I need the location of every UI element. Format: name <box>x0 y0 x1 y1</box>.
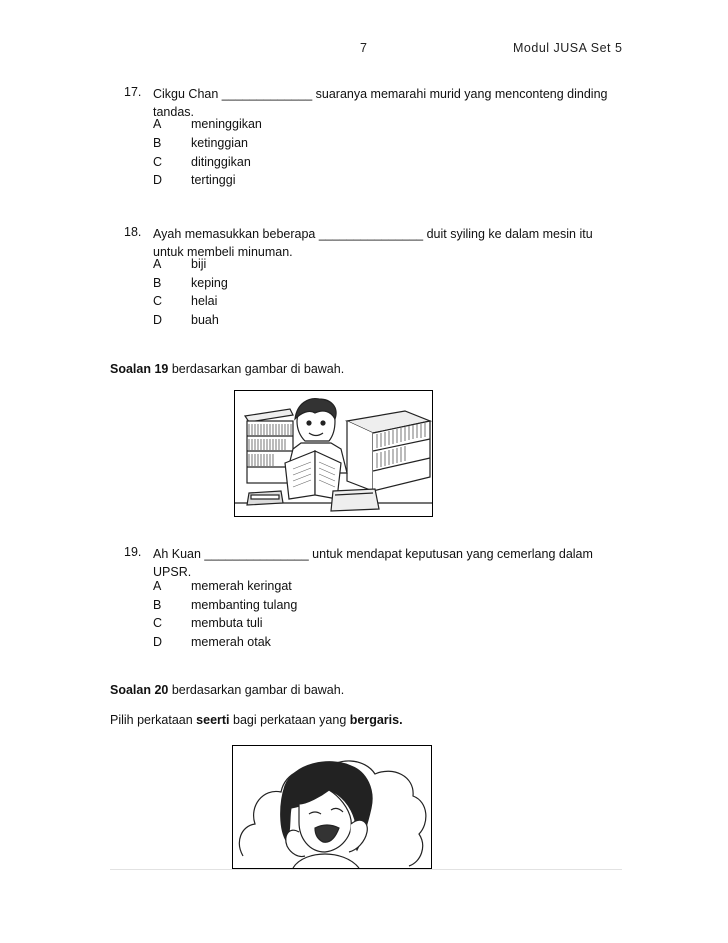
option-letter: A <box>153 117 162 131</box>
option-text: keping <box>191 276 228 290</box>
option-letter: A <box>153 257 162 271</box>
section-20-heading <box>110 683 344 697</box>
option-text: membuta tuli <box>191 616 263 630</box>
question-19-picture <box>234 390 433 517</box>
question-18-number: 18. <box>124 225 142 239</box>
section-19-bold: Soalan 19 <box>110 362 169 376</box>
option-text: meninggikan <box>191 117 262 131</box>
option-letter: B <box>153 276 162 290</box>
instruction-bold-1: seerti <box>196 713 230 727</box>
question-19-text: Ah Kuan _______________ untuk mendapat keputusan yang cemerlang dalam UPSR. <box>153 547 593 579</box>
question-17-text: Cikgu Chan _____________ suaranya memarahi murid yang menconteng dinding tandas. <box>153 87 608 119</box>
option-text: buah <box>191 313 219 327</box>
option-text: ketinggian <box>191 136 248 150</box>
section-19-heading <box>110 362 344 376</box>
option-text: memerah keringat <box>191 579 292 593</box>
question-20-picture <box>232 745 432 869</box>
module-title: Modul JUSA Set 5 <box>513 41 623 55</box>
option-text: biji <box>191 257 207 271</box>
option-letter: D <box>153 635 163 649</box>
girl-shouting-illustration <box>233 746 431 868</box>
option-letter: C <box>153 155 163 169</box>
option-text: memerah otak <box>191 635 271 649</box>
question-18-text: Ayah memasukkan beberapa _______________ duit syiling ke dalam mesin itu untuk membeli minuman. <box>153 227 593 259</box>
option-letter: B <box>153 136 162 150</box>
option-letter: B <box>153 598 162 612</box>
option-text: membanting tulang <box>191 598 298 612</box>
option-letter: D <box>153 173 163 187</box>
section-19-rest: berdasarkan gambar di bawah. <box>168 362 345 376</box>
option-letter: A <box>153 579 162 593</box>
option-letter: D <box>153 313 163 327</box>
section-20-bold: Soalan 20 <box>110 683 169 697</box>
instruction-mid: bagi perkataan yang <box>229 713 350 727</box>
option-letter: C <box>153 294 163 308</box>
boy-reading-illustration <box>235 391 432 516</box>
option-text: tertinggi <box>191 173 236 187</box>
instruction-20 <box>110 713 403 727</box>
question-17-number: 17. <box>124 85 142 99</box>
section-20-rest: berdasarkan gambar di bawah. <box>168 683 345 697</box>
instruction-bold-2: bergaris. <box>349 713 403 727</box>
option-letter: C <box>153 616 163 630</box>
page-bottom-divider <box>110 869 622 870</box>
page-number: 7 <box>360 41 367 55</box>
option-text: helai <box>191 294 218 308</box>
option-text: ditinggikan <box>191 155 251 169</box>
instruction-pre: Pilih perkataan <box>110 713 197 727</box>
question-19-number: 19. <box>124 545 142 559</box>
